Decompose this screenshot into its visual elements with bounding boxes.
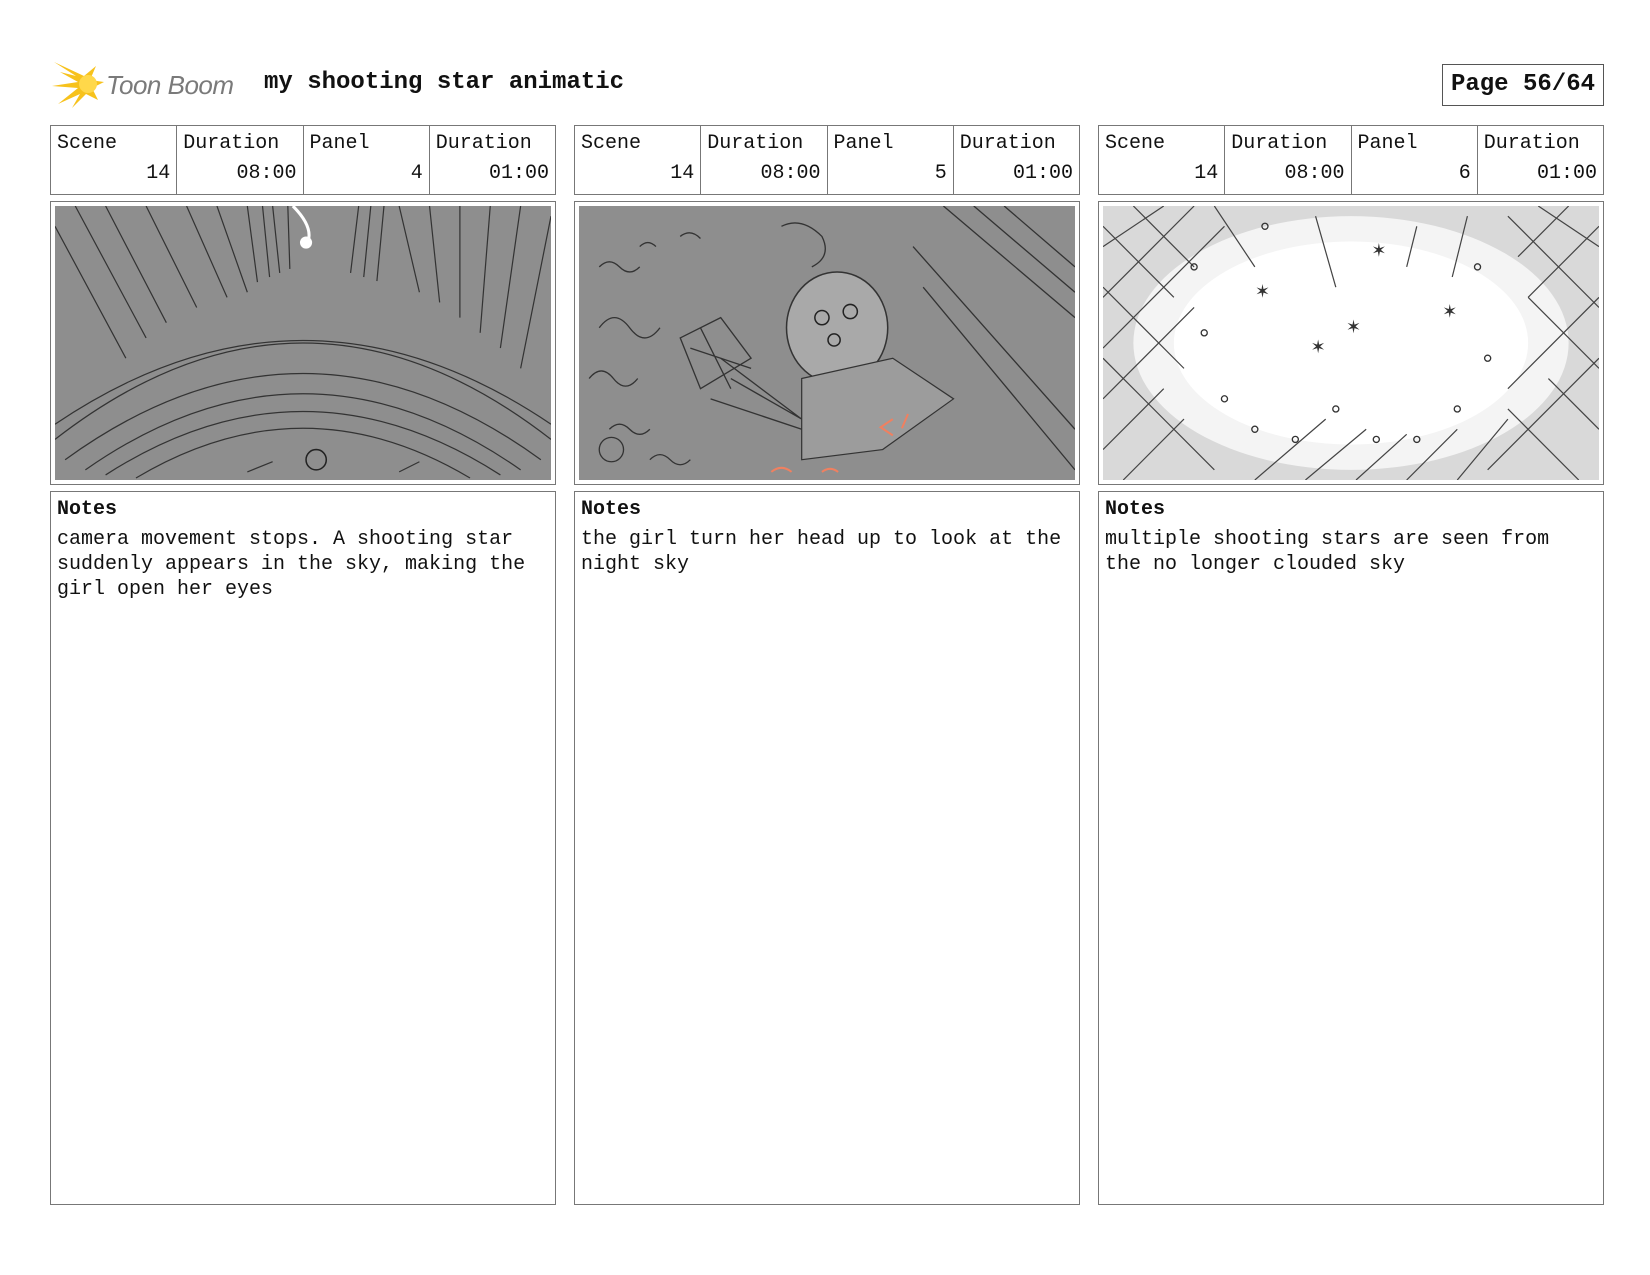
panel-value: 4	[410, 162, 423, 185]
panel-info-row	[1098, 125, 1604, 195]
svg-text:✶: ✶	[1310, 337, 1326, 359]
svg-text:✶: ✶	[1345, 316, 1362, 338]
panel-sketch-image	[574, 201, 1080, 485]
toon-boom-logo: Toon Boom	[52, 58, 252, 110]
storyboard-panel-6	[1098, 125, 1604, 1205]
scene-duration-value: 08:00	[760, 162, 821, 185]
scene-value: 14	[1194, 162, 1219, 185]
star-burst-icon	[52, 58, 106, 110]
notes-label: Notes	[57, 498, 118, 521]
scene-duration-label: Duration	[1231, 132, 1328, 155]
panel-info-row	[50, 125, 556, 195]
svg-text:✶: ✶	[1371, 240, 1387, 262]
panel-label: Panel	[1357, 132, 1418, 155]
panel-value: 5	[934, 162, 947, 185]
notes-box	[1098, 491, 1604, 1205]
scene-label: Scene	[57, 132, 118, 155]
panel-label: Panel	[309, 132, 370, 155]
panel-value: 6	[1458, 162, 1471, 185]
scene-duration-label: Duration	[707, 132, 804, 155]
panel-sketch-image	[50, 201, 556, 485]
notes-box	[574, 491, 1080, 1205]
notes-text: camera movement stops. A shooting star suddenly appears in the sky, making the girl open her eyes	[57, 528, 538, 601]
scene-value: 14	[146, 162, 171, 185]
notes-label: Notes	[1105, 498, 1166, 521]
page-number: Page 56/64	[1442, 64, 1604, 106]
panel-duration-label: Duration	[959, 132, 1056, 155]
notes-label: Notes	[581, 498, 642, 521]
svg-text:✶: ✶	[1442, 301, 1458, 323]
notes-box	[50, 491, 556, 1205]
panel-duration-value: 01:00	[1012, 162, 1073, 185]
notes-text: multiple shooting stars are seen from the no longer clouded sky	[1105, 528, 1562, 576]
panel-duration-label: Duration	[1483, 132, 1580, 155]
panel-label: Panel	[833, 132, 894, 155]
panel-duration-label: Duration	[435, 132, 532, 155]
scene-duration-value: 08:00	[236, 162, 297, 185]
storyboard-panel-5	[574, 125, 1080, 1205]
scene-label: Scene	[1105, 132, 1166, 155]
svg-text:✶: ✶	[1254, 281, 1271, 303]
scene-value: 14	[670, 162, 695, 185]
page-header	[52, 56, 1604, 112]
panel-duration-value: 01:00	[1536, 162, 1597, 185]
scene-duration-value: 08:00	[1284, 162, 1345, 185]
notes-text: the girl turn her head up to look at the night sky	[581, 528, 1074, 576]
panel-duration-value: 01:00	[488, 162, 549, 185]
panel-info-row	[574, 125, 1080, 195]
scene-duration-label: Duration	[183, 132, 280, 155]
storyboard-panel-4	[50, 125, 556, 1205]
panel-sketch-image	[1098, 201, 1604, 485]
project-title: my shooting star animatic	[264, 69, 625, 96]
scene-label: Scene	[581, 132, 642, 155]
